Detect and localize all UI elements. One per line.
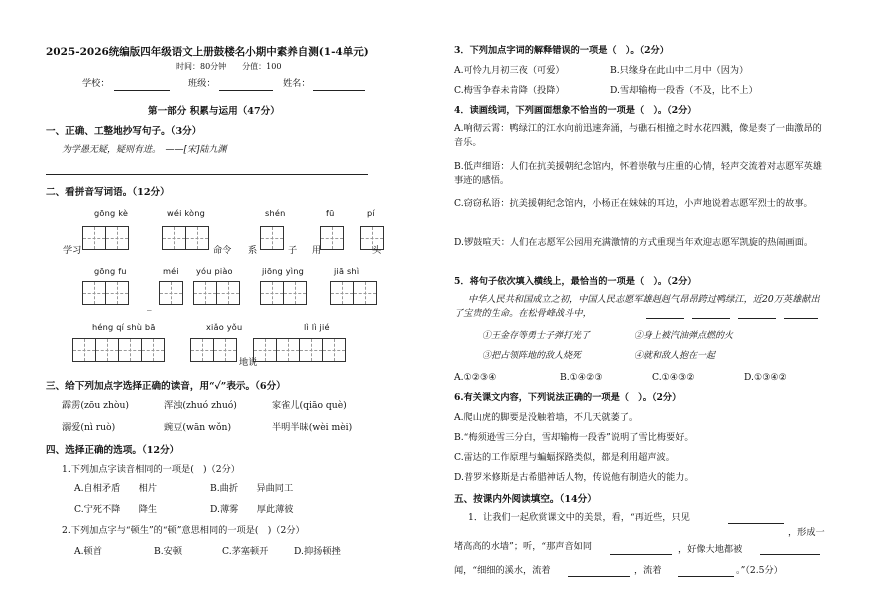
option-c[interactable]: C.梅雪争春未肯降（投降） xyxy=(454,85,565,96)
option-d[interactable]: D.薄雾 厚此薄彼 xyxy=(210,504,294,515)
q2-title: 二、看拼音写词语。（12分） xyxy=(46,187,170,198)
writing-grid[interactable] xyxy=(330,281,377,305)
reading-item[interactable]: 家雀儿(qiāo què) xyxy=(272,400,347,411)
writing-grid[interactable] xyxy=(162,226,209,250)
pinyin: gōng kè xyxy=(94,208,129,218)
reading-item[interactable]: 半明半昧(wèi mèi) xyxy=(272,422,353,433)
writing-grid[interactable] xyxy=(260,281,307,305)
sentence-choice: ①王金存等勇士子弹打光了 xyxy=(482,331,591,341)
q5-passage: 中华人民共和国成立之初，中国人民志愿军雄赳赳气昂昂跨过鸭绿江，近20万英雄献出了宝贵的生命。在松骨峰战斗中， xyxy=(454,294,820,319)
option-a[interactable]: A.响彻云霄：鸭绿江的江水向前迅速奔涌，与礁石相撞之时水花四溅，像是奏了一曲激昂的音乐。 xyxy=(454,123,822,148)
pinyin: yóu piào xyxy=(196,266,233,276)
pinyin: gōng fu xyxy=(94,266,127,276)
blank[interactable] xyxy=(760,554,820,555)
option-d[interactable]: D.普罗米修斯是古希腊神话人物，传说他有制造火的能力。 xyxy=(454,472,694,483)
pinyin: wéi kòng xyxy=(167,208,206,218)
option-c[interactable]: C.茅塞顿开 xyxy=(222,546,269,557)
pinyin: xiǎo yǒu xyxy=(206,322,243,332)
q1-sentence: 为学愚无疑，疑则有进。 ——[宋]陆九渊 xyxy=(62,145,227,155)
option-b[interactable]: B.安顿 xyxy=(154,546,183,557)
school-field[interactable] xyxy=(114,90,170,91)
option-a[interactable]: A.可怜九月初三夜（可爱） xyxy=(454,65,565,76)
fill-text: ，形成一堵高高的水墙”；听，“那声音如同 xyxy=(454,527,825,552)
r-q3-stem: 3．下列加点字词的解释错误的一项是（ ）。（2分） xyxy=(454,45,669,56)
writing-grid[interactable] xyxy=(260,226,284,250)
q4-1-stem: 1.下列加点字读音相同的一项是( )（2分） xyxy=(62,464,240,475)
name-label: 姓名： xyxy=(283,78,311,89)
writing-grid[interactable] xyxy=(159,281,183,305)
option-c[interactable]: C.①④③② xyxy=(652,372,695,383)
sentence-choice: ②身上被汽油弹点燃的火 xyxy=(634,331,734,341)
pinyin: héng qí shù bā xyxy=(92,322,156,332)
class-field[interactable] xyxy=(219,90,273,91)
class-label: 班级： xyxy=(188,78,216,89)
sentence-choice: ④就和敌人抱在一起 xyxy=(634,351,716,361)
option-d[interactable]: D.雪却输梅一段香（不及，比不上） xyxy=(610,85,758,96)
option-a[interactable]: A.①②③④ xyxy=(454,372,497,383)
r-q7-title: 五、按课内外阅读填空。（14分） xyxy=(454,494,597,505)
blank[interactable] xyxy=(738,318,776,319)
blank[interactable] xyxy=(692,318,730,319)
blank[interactable] xyxy=(784,318,818,319)
word-fragment: 学习 xyxy=(63,245,82,256)
option-b[interactable]: B.曲折 异曲同工 xyxy=(210,483,294,494)
option-d[interactable]: D.抑扬顿挫 xyxy=(294,546,341,557)
word-fragment: 子 xyxy=(288,245,298,256)
option-b[interactable]: B.只缘身在此山中二月中（因为） xyxy=(610,65,749,76)
fill-text: 1．让我们一起欣赏课文中的美景，看，“再近些，只见 xyxy=(468,512,690,523)
reading-item[interactable]: 豌豆(wān wǒn) xyxy=(164,422,232,433)
writing-grid[interactable] xyxy=(82,226,129,250)
option-a[interactable]: A.爬山虎的脚要是没触着墙，不几天就萎了。 xyxy=(454,412,639,423)
option-b[interactable]: B.①④②③ xyxy=(560,372,603,383)
option-b[interactable]: B.低声细语：人们在抗美援朝纪念馆内，怀着崇敬与庄重的心情，轻声交流着对志愿军英雄事迹的感悟。 xyxy=(454,161,822,186)
option-d[interactable]: D.锣鼓喧天：人们在志愿军公园用充满激情的方式重现当年欢迎志愿军凯旋的热闹画面。 xyxy=(454,237,814,248)
r-q5-stem: 5．将句子依次填入横线上，最恰当的一项是（ ）。（2分） xyxy=(454,276,697,287)
fill-text: 闻，“细细的溪水，流着 xyxy=(454,565,551,576)
writing-grid[interactable] xyxy=(72,338,165,362)
writing-grid[interactable] xyxy=(320,226,344,250)
word-fragment: 头 xyxy=(372,245,382,256)
writing-grid[interactable] xyxy=(193,281,240,305)
option-d[interactable]: D.①③④② xyxy=(744,372,787,383)
option-a[interactable]: A.自相矛盾 相片 xyxy=(74,483,158,494)
writing-grid[interactable] xyxy=(253,338,346,362)
pinyin: jiōng yìng xyxy=(262,266,305,276)
blank[interactable] xyxy=(646,318,684,319)
blank[interactable] xyxy=(678,576,734,577)
writing-grid[interactable] xyxy=(190,338,237,362)
q3-title: 三、给下列加点字选择正确的读音，用“✓”表示。（6分） xyxy=(46,381,286,392)
option-c[interactable]: C.宁死不降 降生 xyxy=(74,504,158,515)
fill-text: 。”（2.5分） xyxy=(736,565,783,576)
writing-grid[interactable] xyxy=(82,281,129,305)
fill-text: ，流着 xyxy=(634,565,662,576)
pinyin: shén xyxy=(265,208,286,218)
fill-text: ，好像大地都被 xyxy=(678,544,743,555)
reading-item[interactable]: 浑浊(zhuó zhuó) xyxy=(164,400,237,411)
option-c[interactable]: C.窃窃私语：抗美援朝纪念馆内，小杨正在妹妹的耳边，小声地说着志愿军烈士的故事。 xyxy=(454,198,813,209)
part1-heading: 第一部分 积累与运用（47分） xyxy=(148,106,280,117)
exam-title: 2025-2026统编版四年级语文上册鼓楼名小期中素养自测(1-4单元) xyxy=(46,46,369,58)
word-fragment: 用 xyxy=(312,245,322,256)
q4-title: 四、选择正确的选项。（12分） xyxy=(46,445,180,456)
reading-item[interactable]: 霹雳(zōu zhòu) xyxy=(62,400,129,411)
blank[interactable] xyxy=(610,554,672,555)
pinyin: lì lì jié xyxy=(304,322,330,332)
underscore: _ xyxy=(147,300,152,311)
pinyin: méi xyxy=(163,266,179,276)
word-fragment: 命令 xyxy=(213,245,232,256)
word-fragment: 地说 xyxy=(239,357,258,368)
option-c[interactable]: C.雷达的工作原理与蝙蝠探路类似，都是利用超声波。 xyxy=(454,452,675,463)
reading-item[interactable]: 溺爱(nì ruò) xyxy=(62,422,116,433)
time-score: 时间：80分钟 分值：100 xyxy=(176,62,282,71)
r-q4-stem: 4．读画线词，下列画面想象不恰当的一项是（ ）。（2分） xyxy=(454,105,697,116)
word-fragment: 系 xyxy=(248,245,258,256)
pinyin: pí xyxy=(367,208,375,218)
blank[interactable] xyxy=(728,523,784,524)
q1-title: 一、正确、工整地抄写句子。（3分） xyxy=(46,126,202,137)
school-label: 学校： xyxy=(82,78,110,89)
pinyin: fū xyxy=(326,208,335,218)
option-a[interactable]: A.顿首 xyxy=(74,546,102,557)
sentence-choice: ③把占领阵地的敌人烧死 xyxy=(482,351,582,361)
name-field[interactable] xyxy=(313,90,365,91)
r-q6-stem: 6.有关课文内容，下列说法正确的一项是（ ）。（2分） xyxy=(454,392,682,403)
blank[interactable] xyxy=(568,576,630,577)
option-b[interactable]: B.“梅须逊雪三分白，雪却输梅一段香”说明了雪比梅要好。 xyxy=(454,432,694,443)
pinyin: jiā shì xyxy=(334,266,360,276)
q4-2-stem: 2.下列加点字与“顿生”的“顿”意思相同的一项是( )（2分） xyxy=(62,525,305,536)
q1-writing-line[interactable] xyxy=(46,174,368,175)
